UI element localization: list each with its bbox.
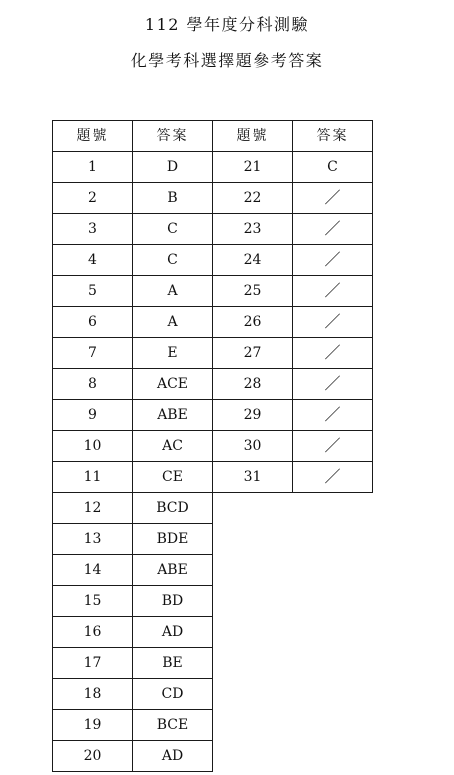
question-number-cell: 25 xyxy=(213,276,293,307)
no-answer-slash-icon: ／ xyxy=(324,250,341,269)
table-row xyxy=(53,431,373,462)
question-number-cell: 24 xyxy=(213,245,293,276)
answer-cell xyxy=(293,431,373,462)
answer-cell: ACE xyxy=(133,369,213,400)
table-row xyxy=(53,493,373,524)
question-number-cell: 20 xyxy=(53,741,133,772)
table-row xyxy=(53,152,373,183)
answer-table xyxy=(52,120,373,772)
question-number-cell: 23 xyxy=(213,214,293,245)
empty-cell xyxy=(213,617,293,648)
table-row xyxy=(53,741,373,772)
document-subtitle: 化學考科選擇題參考答案 xyxy=(130,51,324,70)
answer-cell xyxy=(293,307,373,338)
question-number-cell: 27 xyxy=(213,338,293,369)
table-row xyxy=(53,617,373,648)
empty-cell xyxy=(213,648,293,679)
table-row xyxy=(53,369,373,400)
question-number-cell: 19 xyxy=(53,710,133,741)
question-number-cell: 8 xyxy=(53,369,133,400)
empty-cell xyxy=(293,493,373,524)
answer-cell xyxy=(293,276,373,307)
question-number-cell: 29 xyxy=(213,400,293,431)
table-row xyxy=(53,462,373,493)
question-number-cell: 14 xyxy=(53,555,133,586)
no-answer-slash-icon: ／ xyxy=(324,374,341,393)
answer-cell: AC xyxy=(133,431,213,462)
question-number-cell: 31 xyxy=(213,462,293,493)
document-title: 112 學年度分科測驗 xyxy=(144,15,310,34)
empty-cell xyxy=(293,710,373,741)
table-header-row xyxy=(53,121,373,152)
empty-cell xyxy=(213,524,293,555)
empty-cell xyxy=(293,679,373,710)
no-answer-slash-icon: ／ xyxy=(324,312,341,331)
empty-cell xyxy=(293,741,373,772)
question-number-cell: 7 xyxy=(53,338,133,369)
question-number-cell: 17 xyxy=(53,648,133,679)
table-row xyxy=(53,586,373,617)
question-number-cell: 11 xyxy=(53,462,133,493)
answer-cell xyxy=(293,245,373,276)
header-question-number-2: 題號 xyxy=(213,121,293,152)
empty-cell xyxy=(213,555,293,586)
answer-cell: C xyxy=(133,214,213,245)
table-row xyxy=(53,338,373,369)
question-number-cell: 5 xyxy=(53,276,133,307)
question-number-cell: 30 xyxy=(213,431,293,462)
answer-cell: BCD xyxy=(133,493,213,524)
answer-cell: BE xyxy=(133,648,213,679)
table-row xyxy=(53,524,373,555)
answer-cell: C xyxy=(133,245,213,276)
table-row xyxy=(53,710,373,741)
header-answer-1: 答案 xyxy=(133,121,213,152)
answer-cell: D xyxy=(133,152,213,183)
no-answer-slash-icon: ／ xyxy=(324,219,341,238)
table-row xyxy=(53,648,373,679)
question-number-cell: 2 xyxy=(53,183,133,214)
empty-cell xyxy=(213,493,293,524)
question-number-cell: 16 xyxy=(53,617,133,648)
answer-cell xyxy=(293,214,373,245)
no-answer-slash-icon: ／ xyxy=(324,436,341,455)
no-answer-slash-icon: ／ xyxy=(324,405,341,424)
question-number-cell: 26 xyxy=(213,307,293,338)
answer-cell xyxy=(293,369,373,400)
empty-cell xyxy=(293,648,373,679)
answer-cell: E xyxy=(133,338,213,369)
table-row xyxy=(53,555,373,586)
no-answer-slash-icon: ／ xyxy=(324,467,341,486)
table-row xyxy=(53,307,373,338)
no-answer-slash-icon: ／ xyxy=(324,188,341,207)
answer-cell xyxy=(293,338,373,369)
answer-cell xyxy=(293,183,373,214)
table-row xyxy=(53,214,373,245)
empty-cell xyxy=(293,586,373,617)
question-number-cell: 1 xyxy=(53,152,133,183)
table-row xyxy=(53,276,373,307)
empty-cell xyxy=(293,555,373,586)
question-number-cell: 3 xyxy=(53,214,133,245)
question-number-cell: 9 xyxy=(53,400,133,431)
question-number-cell: 15 xyxy=(53,586,133,617)
answer-cell: C xyxy=(293,152,373,183)
question-number-cell: 13 xyxy=(53,524,133,555)
header-answer-2: 答案 xyxy=(293,121,373,152)
empty-cell xyxy=(293,524,373,555)
question-number-cell: 6 xyxy=(53,307,133,338)
answer-cell: CD xyxy=(133,679,213,710)
question-number-cell: 18 xyxy=(53,679,133,710)
empty-cell xyxy=(213,679,293,710)
empty-cell xyxy=(293,617,373,648)
question-number-cell: 12 xyxy=(53,493,133,524)
table-row xyxy=(53,183,373,214)
answer-table-body xyxy=(53,121,373,772)
answer-cell xyxy=(293,462,373,493)
no-answer-slash-icon: ／ xyxy=(324,343,341,362)
answer-cell: BD xyxy=(133,586,213,617)
empty-cell xyxy=(213,710,293,741)
answer-cell: B xyxy=(133,183,213,214)
no-answer-slash-icon: ／ xyxy=(324,281,341,300)
answer-cell: AD xyxy=(133,741,213,772)
answer-cell: A xyxy=(133,307,213,338)
question-number-cell: 10 xyxy=(53,431,133,462)
table-row xyxy=(53,245,373,276)
question-number-cell: 22 xyxy=(213,183,293,214)
answer-cell: ABE xyxy=(133,400,213,431)
answer-cell: CE xyxy=(133,462,213,493)
answer-cell: ABE xyxy=(133,555,213,586)
empty-cell xyxy=(213,586,293,617)
empty-cell xyxy=(213,741,293,772)
answer-cell: AD xyxy=(133,617,213,648)
table-row xyxy=(53,400,373,431)
header-question-number-1: 題號 xyxy=(53,121,133,152)
question-number-cell: 4 xyxy=(53,245,133,276)
table-row xyxy=(53,679,373,710)
answer-cell: A xyxy=(133,276,213,307)
answer-cell xyxy=(293,400,373,431)
question-number-cell: 28 xyxy=(213,369,293,400)
question-number-cell: 21 xyxy=(213,152,293,183)
answer-cell: BCE xyxy=(133,710,213,741)
answer-cell: BDE xyxy=(133,524,213,555)
